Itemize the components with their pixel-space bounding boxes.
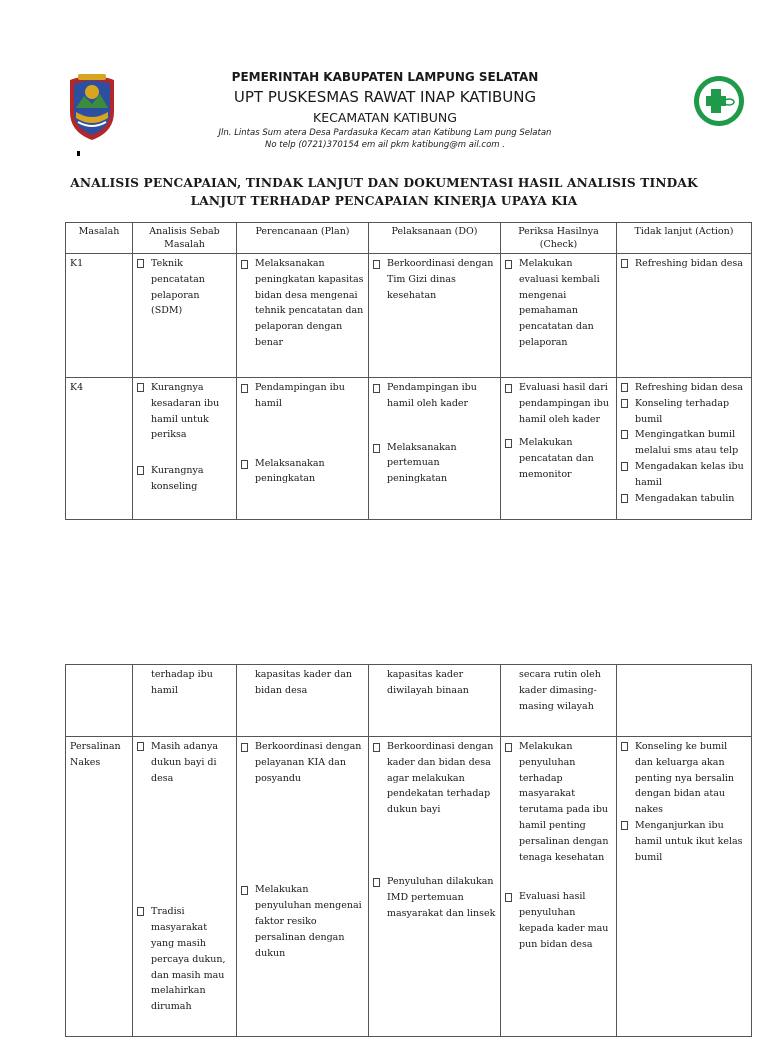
health-cross-logo xyxy=(692,74,746,128)
item-text: terhadap ibu hamil xyxy=(151,669,213,696)
item-text: Evaluasi hasil penyuluhan kepada kader mau pun bidan desa xyxy=(519,891,609,950)
item-text: kapasitas kader diwilayah binaan xyxy=(387,669,469,696)
cell-do xyxy=(369,378,501,520)
checkbox-glyph-icon xyxy=(137,383,144,392)
list-item xyxy=(621,491,747,507)
item-text: Berkoordinasi dengan Tim Gizi dinas kesehatan xyxy=(387,258,494,301)
item-text: Melaksanakan peningkatan kapasitas bidan desa mengenai tehnik pencatatan dan pelaporan dengan benar xyxy=(255,258,364,348)
list-item xyxy=(241,739,364,786)
document-title-line1: ANALISIS PENCAPAIAN, TINDAK LANJUT DAN DOKUMENTASI HASIL ANALISIS TINDAK xyxy=(70,176,698,190)
checkbox-glyph-icon xyxy=(373,878,380,887)
item-text: Melakukan evaluasi kembali mengenai pemahaman pencatatan dan pelaporan xyxy=(519,258,600,348)
list-item xyxy=(137,256,232,319)
list-item xyxy=(373,874,496,921)
checkbox-glyph-icon xyxy=(137,742,144,751)
list-item xyxy=(137,463,232,495)
cell-check xyxy=(501,737,617,1037)
cell-action xyxy=(617,254,752,378)
item-text: Melakukan pencatatan dan memonitor xyxy=(519,437,594,480)
cell-analisis xyxy=(133,665,237,737)
list-item xyxy=(137,380,232,443)
cell-check xyxy=(501,665,617,737)
list-item xyxy=(241,456,364,488)
cell-do xyxy=(369,737,501,1037)
cell-masalah xyxy=(66,665,133,737)
letterhead-government: PEMERINTAH KABUPATEN LAMPUNG SELATAN xyxy=(231,70,539,84)
cell-plan xyxy=(237,737,369,1037)
table-row xyxy=(66,378,752,520)
checkbox-glyph-icon xyxy=(137,259,144,268)
checkbox-glyph-icon xyxy=(621,462,628,471)
list-item xyxy=(241,256,364,351)
cell-check xyxy=(501,254,617,378)
cell-analisis xyxy=(133,254,237,378)
checkbox-glyph-icon xyxy=(621,430,628,439)
item-text: Evaluasi hasil dari pendampingan ibu hamil oleh kader xyxy=(519,382,609,425)
item-text: Tradisi masyarakat yang masih percaya dukun, dan masih mau melahirkan dirumah xyxy=(151,906,226,1013)
checkbox-glyph-icon xyxy=(241,260,248,269)
regency-crest-logo xyxy=(66,72,118,142)
item-text: kapasitas kader dan bidan desa xyxy=(255,669,353,696)
cell-do xyxy=(369,254,501,378)
item-text: Melakukan penyuluhan mengenai faktor resiko persalinan dengan dukun xyxy=(255,884,362,959)
cell-action xyxy=(617,378,752,520)
table-row xyxy=(66,665,752,737)
item-text: Masih adanya dukun bayi di desa xyxy=(151,741,219,784)
list-item xyxy=(621,380,747,396)
header-plan: Perencanaan (Plan) xyxy=(237,223,369,254)
item-text: Melakukan penyuluhan terhadap masyarakat terutama pada ibu hamil penting persalinan dengan tenaga kesehatan xyxy=(519,741,609,863)
item-text: Berkoordinasi dengan pelayanan KIA dan posyandu xyxy=(255,741,362,784)
list-item xyxy=(621,256,747,272)
cell-plan xyxy=(237,665,369,737)
cell-analisis xyxy=(133,737,237,1037)
header-action: Tidak lanjut (Action) xyxy=(617,223,752,254)
checkbox-glyph-icon xyxy=(137,466,144,475)
item-text: Melaksanakan pertemuan peningkatan xyxy=(387,441,457,485)
list-item xyxy=(621,427,747,459)
checkbox-glyph-icon xyxy=(373,743,380,752)
item-text: Konseling ke bumil dan keluarga akan penting nya bersalin dengan bidan atau nakes xyxy=(635,741,735,816)
list-item xyxy=(621,818,747,865)
item-text: Penyuluhan dilakukan IMD pertemuan masyarakat dan linsek xyxy=(387,875,496,919)
checkbox-glyph-icon xyxy=(241,384,248,393)
list-item xyxy=(621,739,747,818)
checkbox-glyph-icon xyxy=(621,383,628,392)
item-text: Kurangnya kesadaran ibu hamil untuk periksa xyxy=(151,382,220,441)
item-text: Teknik pencatatan pelaporan (SDM) xyxy=(151,258,205,317)
checkbox-glyph-icon xyxy=(373,384,380,393)
item-text: Refreshing bidan desa xyxy=(635,258,743,269)
checkbox-glyph-icon xyxy=(241,460,248,469)
item-text: Mengadakan tabulin xyxy=(635,492,735,504)
item-text: Konseling terhadap bumil xyxy=(635,397,730,425)
table-header-row xyxy=(66,223,752,254)
analysis-table-continued xyxy=(65,664,752,1037)
item-text: Mengadakan kelas ibu hamil xyxy=(635,460,744,488)
checkbox-glyph-icon xyxy=(505,439,512,448)
cell-masalah: Persalinan Nakes xyxy=(66,737,133,1037)
item-text: Kurangnya konseling xyxy=(151,465,204,492)
document-title-line2: LANJUT TERHADAP PENCAPAIAN KINERJA UPAYA KIA xyxy=(190,194,578,208)
checkbox-glyph-icon xyxy=(505,743,512,752)
cell-analisis xyxy=(133,378,237,520)
letterhead-institution: UPT PUSKESMAS RAWAT INAP KATIBUNG xyxy=(233,88,537,106)
list-item xyxy=(505,739,612,865)
analysis-table xyxy=(65,222,752,520)
item-text: Pendampingan ibu hamil xyxy=(255,382,345,409)
item-text: Pendampingan ibu hamil oleh kader xyxy=(387,382,477,409)
list-item xyxy=(505,435,612,482)
cell-action xyxy=(617,665,752,737)
item-text: Berkoordinasi dengan kader dan bidan desa agar melakukan pendekatan terhadap dukun bayi xyxy=(387,741,494,816)
item-text: Melaksanakan peningkatan xyxy=(255,457,325,485)
checkbox-glyph-icon xyxy=(241,743,248,752)
list-item xyxy=(505,889,612,952)
letterhead-district: KECAMATAN KATIBUNG xyxy=(313,110,457,125)
checkbox-glyph-icon xyxy=(621,821,628,830)
cell-do xyxy=(369,665,501,737)
bullet-mark xyxy=(77,151,80,156)
cell-plan xyxy=(237,254,369,378)
list-item xyxy=(373,739,496,818)
list-item xyxy=(241,882,364,961)
checkbox-glyph-icon xyxy=(137,907,144,916)
item-text: secara rutin oleh kader dimasing-masing wilayah xyxy=(519,669,601,712)
cell-check xyxy=(501,378,617,520)
item-text: Menganjurkan ibu hamil untuk ikut kelas bumil xyxy=(635,819,743,863)
table-row xyxy=(66,737,752,1037)
letterhead-contact: No telp (0721)370154 em ail pkm katibung@m ail.com . xyxy=(265,140,505,150)
header-do: Pelaksanaan (DO) xyxy=(369,223,501,254)
checkbox-glyph-icon xyxy=(241,886,248,895)
header-check: Periksa Hasilnya (Check) xyxy=(501,223,617,254)
list-item xyxy=(373,380,496,412)
list-item xyxy=(621,459,747,491)
checkbox-glyph-icon xyxy=(505,384,512,393)
checkbox-glyph-icon xyxy=(621,399,628,408)
cell-plan xyxy=(237,378,369,520)
list-item xyxy=(505,256,612,351)
list-item xyxy=(137,739,232,786)
cell-action xyxy=(617,737,752,1037)
list-item xyxy=(621,396,747,428)
list-item xyxy=(505,380,612,427)
checkbox-glyph-icon xyxy=(505,260,512,269)
item-text: Mengingatkan bumil melalui sms atau telp xyxy=(635,429,739,457)
cell-masalah: K4 xyxy=(66,378,133,520)
header-masalah: Masalah xyxy=(66,223,133,254)
list-item xyxy=(137,904,232,1015)
item-text: Refreshing bidan desa xyxy=(635,382,743,393)
cell-masalah: K1 xyxy=(66,254,133,378)
list-item xyxy=(241,380,364,412)
list-item xyxy=(373,440,496,487)
checkbox-glyph-icon xyxy=(621,494,628,503)
checkbox-glyph-icon xyxy=(373,260,380,269)
checkbox-glyph-icon xyxy=(505,893,512,902)
header-analisis: Analisis Sebab Masalah xyxy=(133,223,237,254)
checkbox-glyph-icon xyxy=(621,742,628,751)
checkbox-glyph-icon xyxy=(373,444,380,453)
list-item xyxy=(373,256,496,303)
letterhead-address: Jln. Lintas Sum atera Desa Pardasuka Kecam atan Katibung Lam pung Selatan xyxy=(218,128,552,138)
checkbox-glyph-icon xyxy=(621,259,628,268)
table-row xyxy=(66,254,752,378)
